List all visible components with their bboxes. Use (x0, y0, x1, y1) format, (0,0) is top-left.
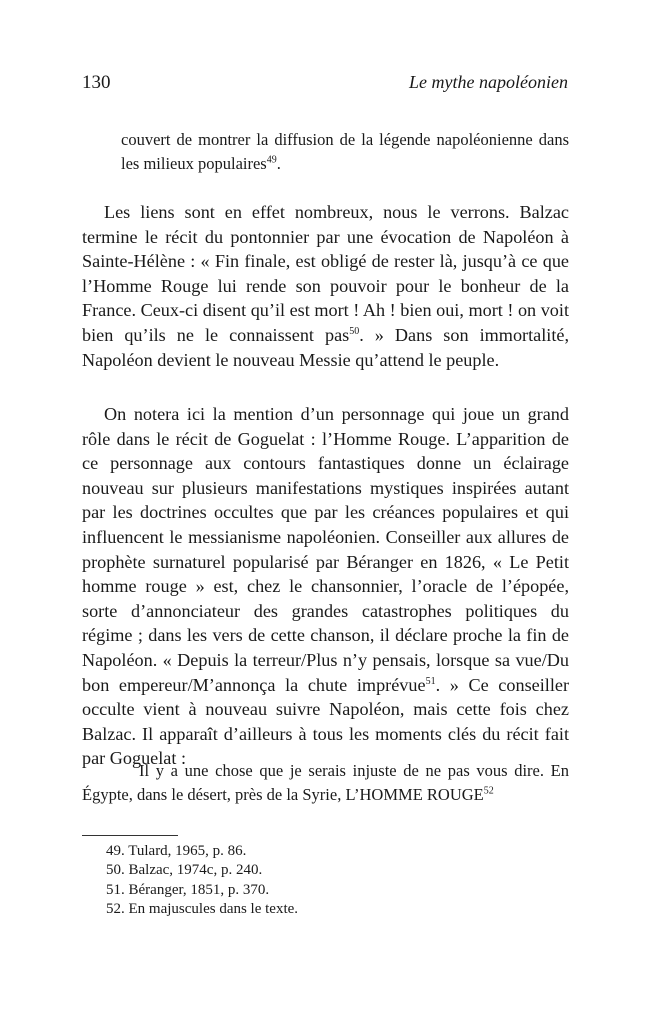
footnote-49: 49. Tulard, 1965, p. 86. (106, 843, 247, 859)
paragraph-1 (82, 200, 569, 372)
footnote-52: 52. En majuscules dans le texte. (106, 901, 299, 918)
paragraph-1-text-continued: . » Dans son immortalité, Napoléon devient le nouveau Messie qu’attend le peuple. (82, 324, 569, 370)
paragraph-2-text-continued: . » Ce conseiller occulte vient à nouveau suivre Napoléon, mais cette fois chez Balzac. Il apparaît d’ailleurs à tous les moments clés du récit fait par Goguelat : (82, 674, 570, 769)
block-quote (82, 759, 569, 807)
paragraph-2-text: On notera ici la mention d’un personnage qui joue un grand rôle dans le récit de Goguelat : l’Homme Rouge. L’apparition de ce personnage aux contours fantastiques donne un éclairage nouveau sur plusieurs manifestations mystiques inspirées autant par les doctrines occultes que par les créances populaires et qui influencent le messianisme napoléonien. Conseiller aux allures de prophète surnaturel popularisé par Béranger en 1826, « Le Petit homme rouge » est, chez le chansonnier, l’oracle de l’épopée, sorte d’annonciateur des grandes catastrophes politiques du régime ; dans les vers de cette chanson, il déclare proche la fin de Napoléon. « Depuis la terreur/Plus n’y pensais, lorsque sa vue/Du bon empereur/M’annonça la chute imprévue (82, 404, 569, 695)
quote-punctuation: . (276, 154, 281, 173)
footnote-ref-50[interactable]: 50 (349, 325, 360, 337)
running-title: Le mythe napoléonien (409, 72, 568, 92)
page-number: 130 (82, 72, 111, 93)
block-quote-continued (121, 128, 569, 176)
block-quote-text: Il y a une chose que je serais injuste de ne pas vous dire. En Égypte, dans le désert, près de la Syrie, L’HOMME ROUGE (82, 761, 569, 804)
footnotes-list (106, 842, 298, 920)
footnote-separator (82, 835, 178, 836)
paragraph-1-text: Les liens sont en effet nombreux, nous le verrons. Balzac termine le récit du pontonnier par une évocation de Napoléon à Sainte-Hélène : « Fin finale, est obligé de rester là, jusqu’à ce que l’Homme Rouge lui rende son pouvoir pour le bonheur de la France. Ceux-ci disent qu’il est mort ! Ah ! bien oui, mort ! on voit bien qu’ils ne le connaissent pas (82, 202, 569, 345)
footnote-ref-51[interactable]: 51 (425, 675, 436, 687)
paragraph-2 (82, 402, 569, 771)
quote-text: couvert de montrer la diffusion de la légende napoléonienne dans les milieux populaires (121, 130, 569, 173)
footnote-ref-49[interactable]: 49 (266, 154, 277, 166)
footnote-50: 50. Balzac, 1974c, p. 240. (106, 862, 263, 879)
footnote-51: 51. Béranger, 1851, p. 370. (106, 881, 270, 898)
footnote-ref-52[interactable]: 52 (483, 785, 494, 797)
